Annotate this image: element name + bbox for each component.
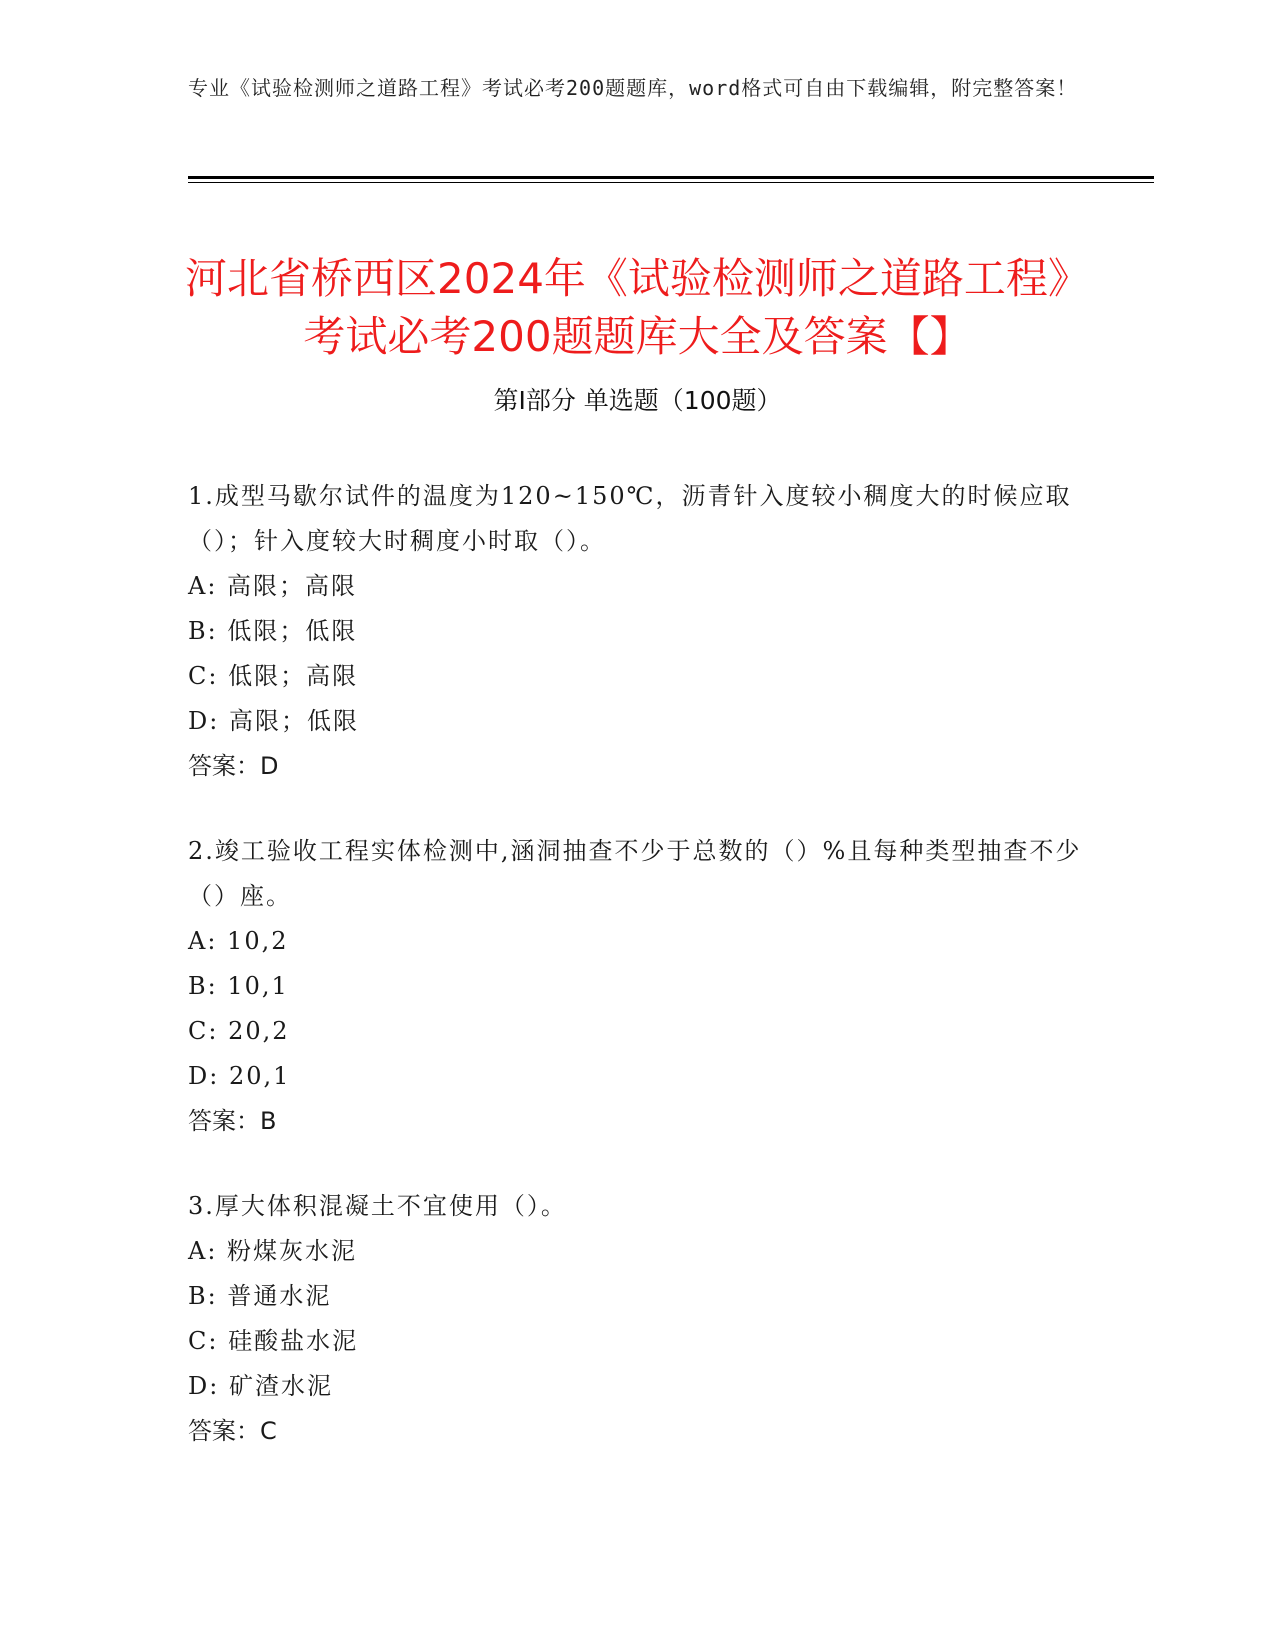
answer-line: 答案：C [188, 1417, 277, 1445]
answer-line: 答案：D [188, 752, 279, 780]
question-stem: 2.竣工验收工程实体检测中,涵洞抽查不少于总数的（）%且每种类型抽查不少（）座。 [188, 837, 1082, 910]
option-d: D: 高限；低限 [188, 707, 359, 735]
option-a: A: 10,2 [188, 927, 289, 955]
header-divider-thin [188, 182, 1154, 183]
section-heading: 第I部分 单选题（100题） [493, 386, 782, 415]
answer-line: 答案：B [188, 1107, 277, 1135]
document-title: 河北省桥西区2024年《试验检测师之道路工程》考试必考200题题库大全及答案【】 [185, 254, 1090, 362]
option-d: D: 20,1 [188, 1062, 291, 1090]
option-a: A: 粉煤灰水泥 [188, 1237, 358, 1265]
question-stem: 1.成型马歇尔试件的温度为120~150℃，沥青针入度较小稠度大的时候应取（）；针入度较大时稠度小时取（）。 [188, 482, 1072, 555]
option-c: C: 20,2 [188, 1017, 290, 1045]
question-item [188, 829, 1088, 1144]
option-b: B: 10,1 [188, 972, 289, 1000]
header-divider-thick [188, 176, 1154, 179]
question-item [188, 474, 1088, 789]
option-c: C: 低限；高限 [188, 662, 359, 690]
option-d: D: 矿渣水泥 [188, 1372, 333, 1400]
question-list [188, 474, 1088, 1494]
question-item [188, 1184, 1088, 1454]
header-note: 专业《试验检测师之道路工程》考试必考200题题库，word格式可自由下载编辑，附完整答案！ [188, 76, 1078, 100]
option-c: C: 硅酸盐水泥 [188, 1327, 359, 1355]
question-stem: 3.厚大体积混凝土不宜使用（）。 [188, 1192, 567, 1220]
option-b: B: 低限；低限 [188, 617, 358, 645]
option-a: A: 高限；高限 [188, 572, 358, 600]
option-b: B: 普通水泥 [188, 1282, 332, 1310]
